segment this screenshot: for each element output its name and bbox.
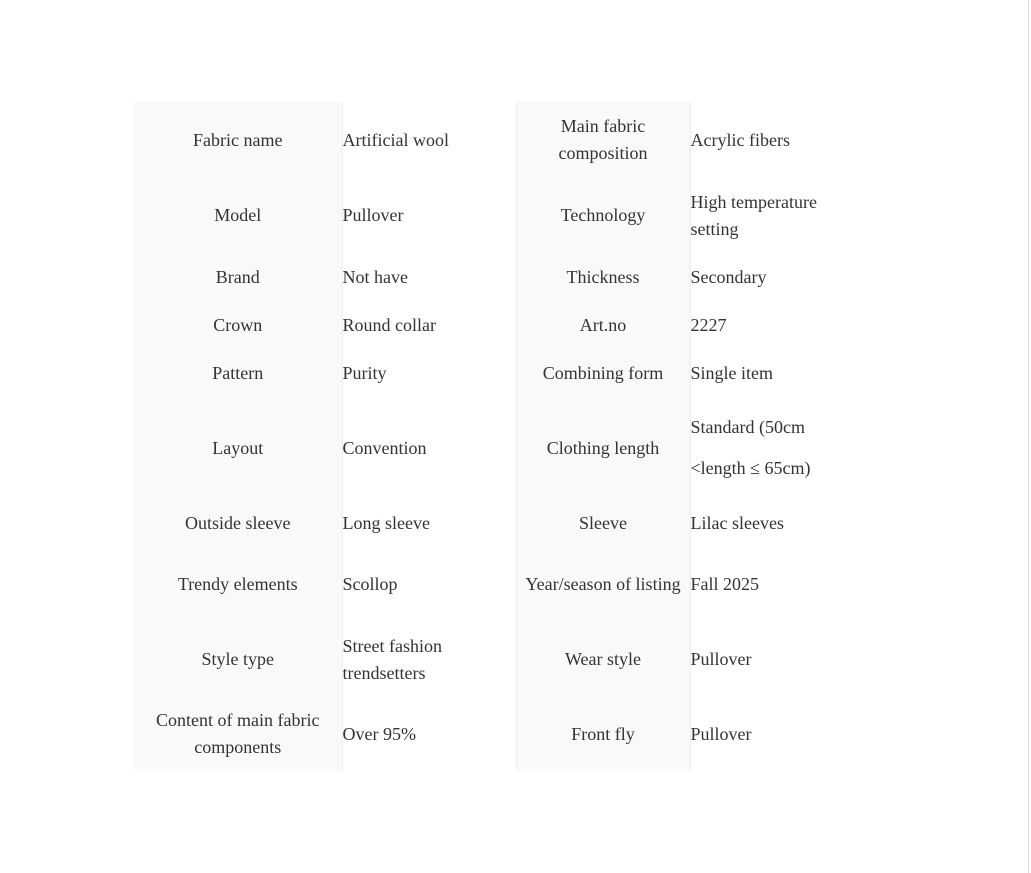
table-row <box>134 178 864 253</box>
spec-value: Street fashion trendsetters <box>342 635 442 683</box>
spec-value: Not have <box>342 266 408 287</box>
spec-value: Over 95% <box>342 723 416 744</box>
table-row <box>134 697 864 771</box>
table-row <box>134 301 864 349</box>
spec-label: Front fly <box>516 697 690 771</box>
table-row <box>134 547 864 622</box>
spec-label: Fabric name <box>134 102 342 178</box>
spec-value: Fall 2025 <box>690 574 760 594</box>
spec-value: Standard (50cm <length ≤ 65cm) <box>690 417 811 478</box>
spec-value: Acrylic fibers <box>690 129 790 150</box>
spec-label: Main fabric composition <box>516 102 690 178</box>
spec-value: Purity <box>342 362 387 383</box>
spec-label: Crown <box>134 301 342 349</box>
spec-value: Lilac sleeves <box>690 512 784 533</box>
table-row <box>134 499 864 547</box>
spec-label: Outside sleeve <box>134 499 342 547</box>
spec-label: Clothing length <box>516 397 690 499</box>
spec-label: Model <box>134 178 342 253</box>
spec-value: High temperature setting <box>690 191 817 239</box>
spec-value: Artificial wool <box>342 129 449 150</box>
table-row <box>134 397 864 499</box>
spec-value: Convention <box>342 437 427 458</box>
spec-label: Trendy elements <box>134 547 342 622</box>
spec-label: Technology <box>516 178 690 253</box>
spec-label: Year/season of listing <box>516 547 690 622</box>
product-spec-table <box>134 102 864 771</box>
spec-label: Sleeve <box>516 499 690 547</box>
page-edge-divider <box>1028 0 1029 873</box>
spec-label: Art.no <box>516 301 690 349</box>
table-row <box>134 349 864 397</box>
spec-value: Pullover <box>342 205 404 225</box>
spec-label: Combining form <box>516 349 690 397</box>
spec-value: Scollop <box>342 574 398 594</box>
table-row <box>134 622 864 697</box>
spec-value: Pullover <box>690 723 752 744</box>
spec-label: Wear style <box>516 622 690 697</box>
spec-value: Round collar <box>342 314 436 335</box>
spec-value: 2227 <box>690 314 727 335</box>
spec-label: Pattern <box>134 349 342 397</box>
spec-label: Brand <box>134 253 342 301</box>
table-row <box>134 102 864 178</box>
table-row <box>134 253 864 301</box>
spec-label: Style type <box>134 622 342 697</box>
spec-value: Single item <box>690 362 773 383</box>
spec-label: Content of main fabric components <box>134 697 342 771</box>
spec-value: Secondary <box>690 266 767 287</box>
spec-label: Layout <box>134 397 342 499</box>
spec-value: Pullover <box>690 649 752 669</box>
spec-value: Long sleeve <box>342 512 430 533</box>
spec-label: Thickness <box>516 253 690 301</box>
